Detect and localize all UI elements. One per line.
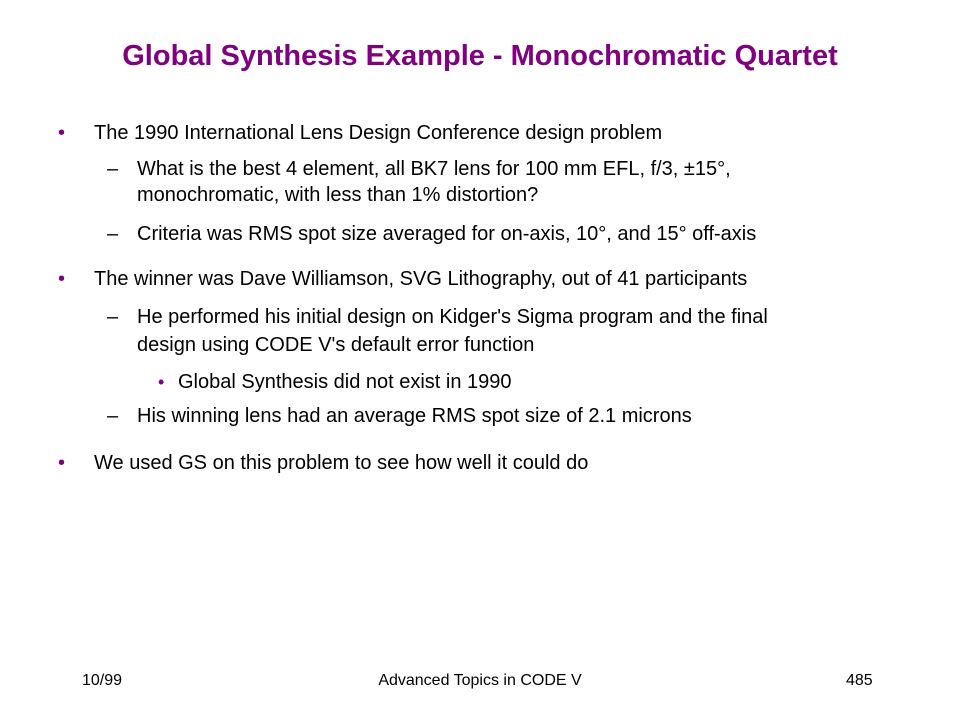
bullet-marker: • [58,268,66,290]
sub-bullet-text: monochromatic, with less than 1% distortion? [137,184,539,206]
dash-marker: – [107,158,119,180]
dash-marker: – [107,306,119,328]
dash-marker: – [107,223,119,245]
bullet-text: We used GS on this problem to see how well it could do [94,452,589,474]
dash-marker: – [107,405,119,427]
footer-page-number: 485 [846,672,873,689]
slide-title: Global Synthesis Example - Monochromatic Quartet [122,40,838,72]
footer-title: Advanced Topics in CODE V [378,672,582,689]
footer-date: 10/99 [82,672,123,689]
sub-bullet-text: design using CODE V's default error function [137,334,535,356]
sub-sub-bullet-text: Global Synthesis did not exist in 1990 [178,371,512,393]
sub-bullet-text: What is the best 4 element, all BK7 lens for 100 mm EFL, f/3, ±15°, [137,158,731,180]
bullet-marker: • [58,452,66,474]
sub-sub-bullet-marker: • [158,372,165,392]
sub-bullet-text: He performed his initial design on Kidger's Sigma program and the final [137,306,768,328]
sub-bullet-text: His winning lens had an average RMS spot size of 2.1 microns [137,405,692,427]
bullet-text: The winner was Dave Williamson, SVG Lithography, out of 41 participants [94,268,748,290]
bullet-text: The 1990 International Lens Design Conference design problem [94,122,663,144]
sub-bullet-text: Criteria was RMS spot size averaged for on-axis, 10°, and 15° off-axis [137,223,757,245]
bullet-marker: • [58,122,66,144]
